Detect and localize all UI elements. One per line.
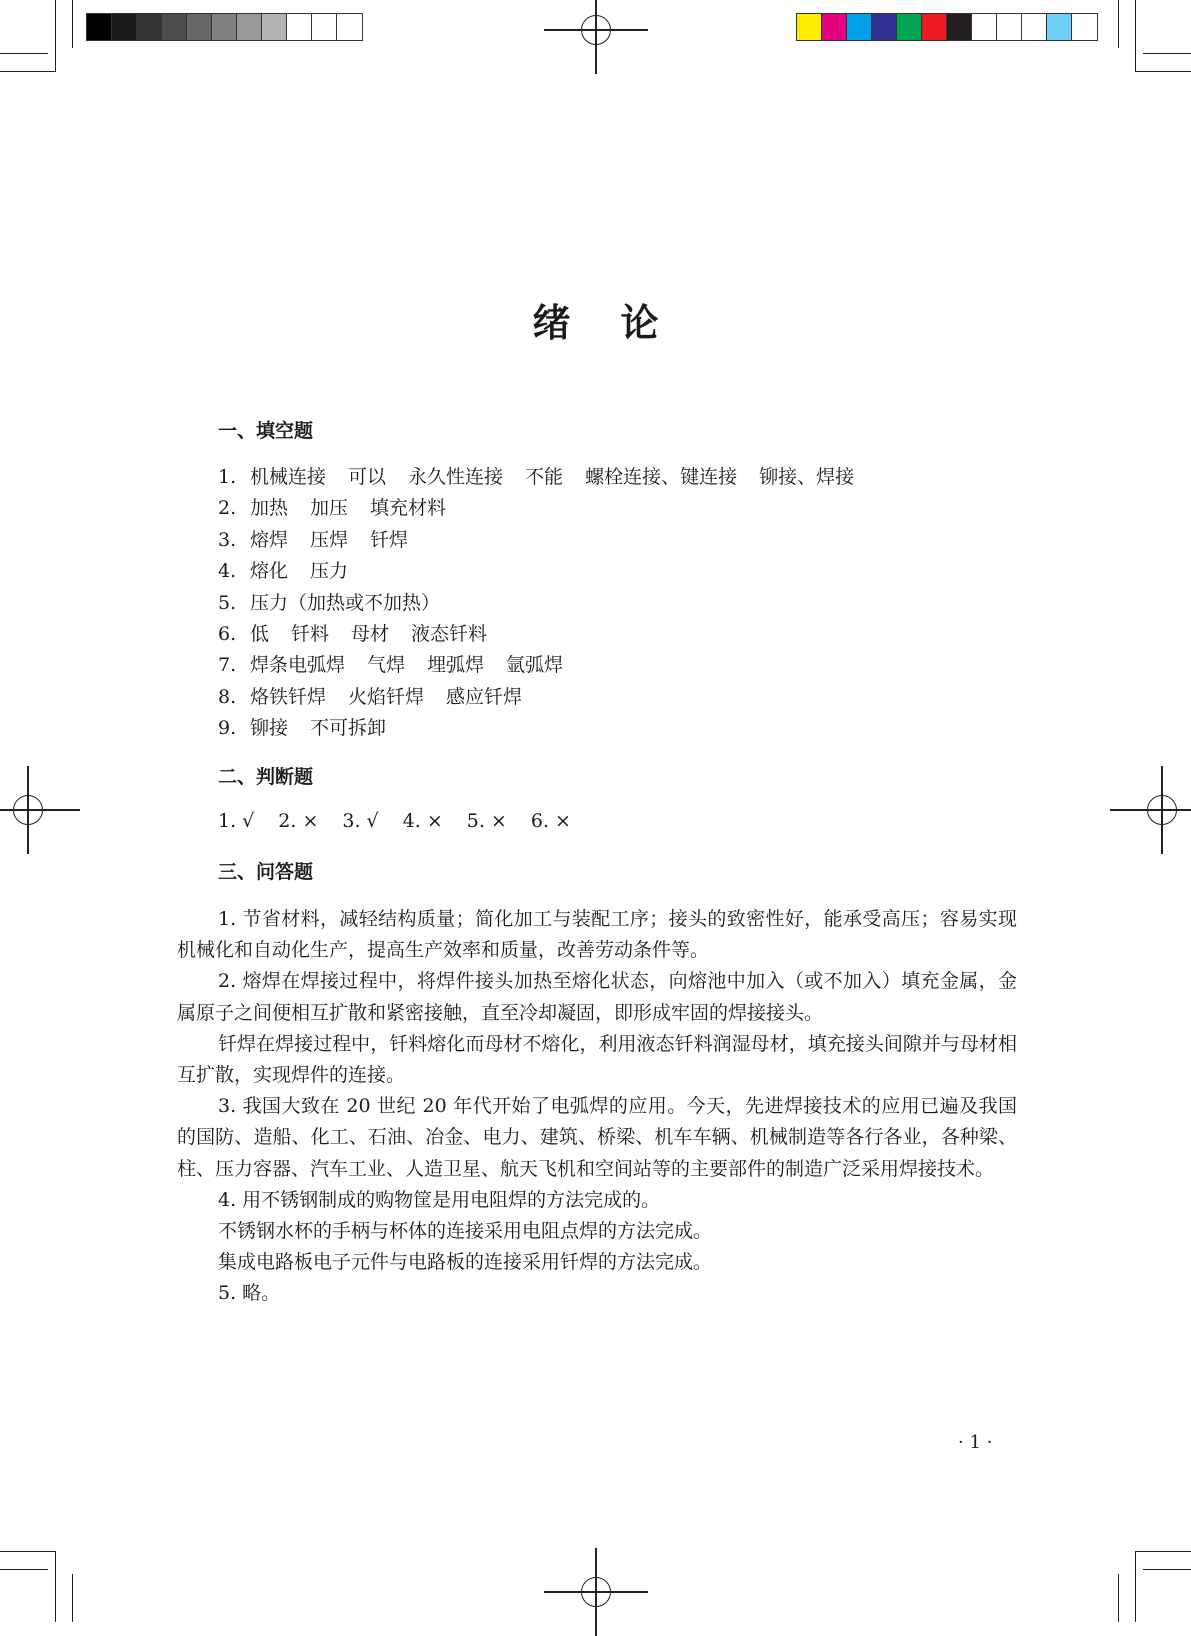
fill-blank-item: [218, 588, 876, 619]
qa-paragraph: [177, 966, 1017, 1028]
answer-text: 气焊: [367, 654, 406, 677]
color-swatch: [997, 14, 1022, 40]
color-swatch: [112, 14, 137, 40]
answer-mark: ×: [490, 810, 507, 832]
color-swatch: [972, 14, 997, 40]
paragraph-text: 集成电路板电子元件与电路板的连接采用钎焊的方法完成。: [218, 1251, 713, 1274]
answer-text: 不可拆卸: [310, 717, 387, 740]
true-false-answers: [218, 810, 595, 832]
true-false-item: [403, 810, 443, 832]
answer-text: 感应钎焊: [446, 685, 523, 708]
page-title: 绪论: [532, 301, 709, 345]
answer-text: 铆接、焊接: [759, 466, 855, 488]
answer-text: 熔焊: [250, 528, 289, 551]
paragraph-text: 用不锈钢制成的购物筐是用电阻焊的方法完成的。: [242, 1188, 661, 1211]
color-swatch: [947, 14, 972, 40]
color-swatch: [922, 14, 947, 40]
fill-blank-heading: 一、填空题: [218, 420, 314, 442]
color-swatch: [287, 14, 312, 40]
answer-text: 埋弧焊: [427, 654, 485, 677]
item-number: 3.: [342, 810, 367, 832]
qa-paragraph: [177, 1091, 1017, 1185]
qa-paragraph: [177, 1185, 1017, 1216]
true-false-item: [531, 810, 571, 832]
fill-blank-item: [218, 682, 876, 713]
fill-blank-item: [218, 650, 876, 681]
true-false-heading: 二、判断题: [218, 766, 314, 788]
fill-blank-item: [218, 619, 876, 650]
item-number: 9.: [218, 717, 237, 740]
answer-text: 烙铁钎焊: [250, 685, 327, 708]
item-number: 8.: [218, 685, 237, 708]
item-number: 5.: [218, 591, 237, 614]
answer-text: 母材: [351, 623, 390, 646]
item-number: 2.: [218, 497, 237, 520]
answer-text: 不能: [525, 466, 564, 488]
registration-mark-top: [574, 8, 618, 52]
answer-text: 钎料: [291, 623, 330, 646]
paragraph-text: 略。: [242, 1282, 281, 1305]
answer-text: 加热: [250, 497, 289, 520]
fill-blank-answers: [218, 462, 876, 745]
answer-text: 压力: [310, 560, 349, 583]
color-swatch: [212, 14, 237, 40]
fill-blank-item: [218, 493, 876, 524]
grayscale-color-bar: [86, 13, 363, 41]
fill-blank-item: [218, 556, 876, 587]
qa-paragraph: [177, 1247, 1017, 1278]
page-number: · 1 ·: [958, 1432, 993, 1453]
fill-blank-item: [218, 525, 876, 556]
color-swatch: [822, 14, 847, 40]
item-number: 5.: [466, 810, 491, 832]
answer-text: 低: [250, 623, 270, 646]
color-swatch: [187, 14, 212, 40]
item-number: 2.: [218, 970, 237, 993]
color-swatch: [237, 14, 262, 40]
item-number: 2.: [278, 810, 303, 832]
item-number: 7.: [218, 654, 237, 677]
answer-mark: ×: [555, 810, 571, 832]
item-number: 1.: [218, 466, 237, 488]
item-number: 5.: [218, 1282, 237, 1305]
color-swatch: [337, 14, 362, 40]
registration-mark-right: [1140, 788, 1184, 832]
process-color-bar: [796, 13, 1098, 41]
item-number: 4.: [402, 810, 427, 832]
answer-text: 机械连接: [250, 466, 327, 488]
answer-text: 熔化: [250, 560, 289, 583]
color-swatch: [1072, 14, 1097, 40]
color-swatch: [872, 14, 897, 40]
answer-text: 填充材料: [370, 497, 447, 520]
answer-text: 火焰钎焊: [348, 685, 425, 708]
qa-answers: [177, 904, 1017, 1310]
true-false-item: [467, 810, 507, 832]
item-number: 3.: [218, 528, 237, 551]
color-swatch: [847, 14, 872, 40]
qa-paragraph: [177, 1029, 1017, 1091]
color-swatch: [162, 14, 187, 40]
item-number: 6.: [530, 810, 556, 832]
color-swatch: [262, 14, 287, 40]
color-swatch: [1047, 14, 1072, 40]
paragraph-text: 不锈钢水杯的手柄与杯体的连接采用电阻点焊的方法完成。: [218, 1220, 713, 1243]
color-swatch: [797, 14, 822, 40]
item-number: 3.: [218, 1095, 237, 1118]
answer-text: 钎焊: [370, 528, 409, 551]
answer-text: 永久性连接: [408, 466, 504, 488]
answer-text: 螺栓连接、键连接: [585, 466, 738, 488]
answer-mark: √: [242, 810, 255, 832]
fill-blank-item: [218, 462, 876, 493]
true-false-item: [278, 810, 318, 832]
paragraph-text: 节省材料，减轻结构质量；简化加工与装配工序；接头的致密性好，能承受高压；容易实现机械化和自动化生产，提高生产效率和质量，改善劳动条件等。: [177, 908, 1017, 962]
qa-paragraph: [177, 1278, 1017, 1309]
answer-text: 可以: [348, 466, 387, 488]
answer-mark: ×: [302, 810, 319, 832]
item-number: 1.: [218, 810, 243, 832]
item-number: 1.: [218, 908, 237, 930]
answer-text: 压力（加热或不加热）: [250, 591, 441, 614]
answer-text: 加压: [310, 497, 349, 520]
fill-blank-item: [218, 713, 876, 744]
answer-text: 液态钎料: [411, 623, 488, 646]
answer-text: 焊条电弧焊: [250, 654, 346, 677]
answer-text: 铆接: [250, 717, 289, 740]
answer-text: 氩弧焊: [506, 654, 564, 677]
true-false-item: [342, 810, 378, 832]
paragraph-text: 钎焊在焊接过程中，钎料熔化而母材不熔化，利用液态钎料润湿母材，填充接头间隙并与母材相互扩散，实现焊件的连接。: [177, 1032, 1017, 1087]
color-swatch: [137, 14, 162, 40]
color-swatch: [1022, 14, 1047, 40]
paragraph-text: 熔焊在焊接过程中，将焊件接头加热至熔化状态，向熔池中加入（或不加入）填充金属，金属原子之间便相互扩散和紧密接触，直至冷却凝固，即形成牢固的焊接接头。: [177, 970, 1017, 1024]
item-number: 6.: [218, 623, 237, 646]
item-number: 4.: [218, 560, 237, 583]
paragraph-text: 我国大致在 20 世纪 20 年代开始了电弧焊的应用。今天，先进焊接技术的应用已遍及我国的国防、造船、化工、石油、冶金、电力、建筑、桥梁、机车车辆、机械制造等各行各业，各种梁、柱、压力容器、汽车工业、人造卫星、航天飞机和空间站等的主要部件的制造广泛采用焊接技术。: [177, 1095, 1017, 1180]
color-swatch: [87, 14, 112, 40]
answer-mark: ×: [426, 810, 443, 832]
qa-heading: 三、问答题: [218, 861, 314, 883]
qa-paragraph: [177, 1216, 1017, 1247]
registration-mark-bottom: [574, 1570, 618, 1614]
answer-text: 压焊: [310, 528, 349, 551]
true-false-item: [218, 810, 254, 832]
item-number: 4.: [218, 1188, 237, 1211]
answer-mark: √: [366, 810, 379, 832]
color-swatch: [897, 14, 922, 40]
color-swatch: [312, 14, 337, 40]
registration-mark-left: [6, 788, 50, 832]
qa-paragraph: [177, 904, 1017, 966]
